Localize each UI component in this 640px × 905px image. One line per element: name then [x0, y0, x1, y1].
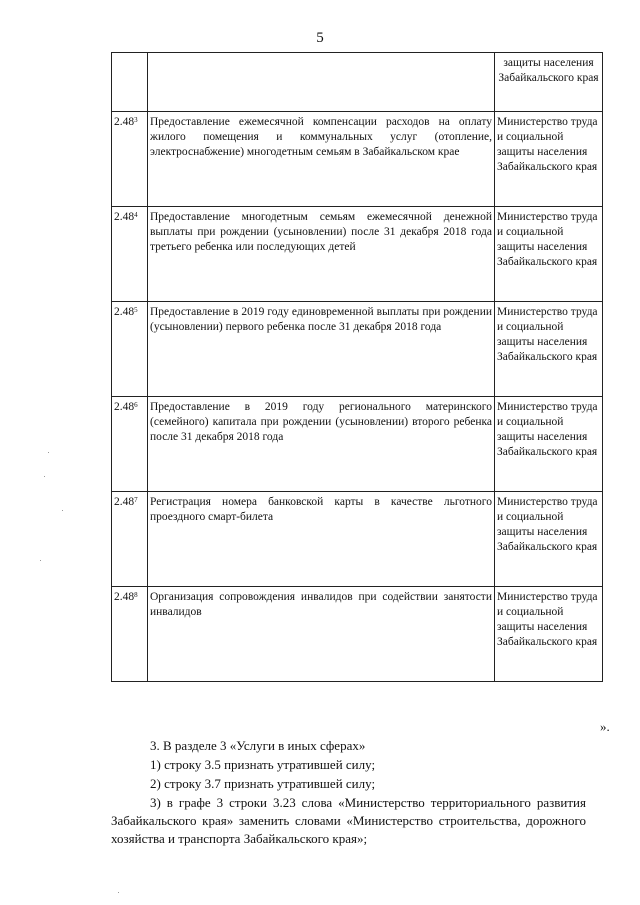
row-number-cell	[112, 397, 148, 492]
row-number-cell	[112, 112, 148, 207]
row-number-cell	[112, 207, 148, 302]
scan-speck	[40, 560, 41, 561]
row-number: 2.48	[114, 496, 135, 508]
amendment-item-3: 3) в графе 3 строки 3.23 слова «Министерство территориального развития Забайкальского края» заменить словами «Министерство строительства, дорожного хозяйства и транспорта Забайкальского края»;	[111, 795, 586, 846]
row-number-superscript: 3	[134, 116, 138, 124]
row-number: 2.48	[114, 306, 135, 318]
table-row	[112, 587, 603, 682]
table-row	[112, 207, 603, 302]
amendment-item-1: 1) строку 3.5 признать утратившей силу;	[150, 757, 376, 772]
scan-speck	[62, 510, 63, 511]
row-organization: Министерство труда и социальной защиты населения Забайкальского края	[495, 587, 603, 682]
row-description: Предоставление ежемесячной компенсации расходов на оплату жилого помещения и коммунальных услуг (отопление, электроснабжение) многодетным семьям в Забайкальском крае	[148, 112, 495, 207]
scan-speck	[44, 476, 45, 477]
row-description-cell	[148, 53, 495, 112]
row-description: Предоставление в 2019 году регионального материнского (семейного) капитала при рождении (усыновлении) второго ребенка после 31 декабря 2018 года	[148, 397, 495, 492]
row-number-superscript: 8	[134, 591, 138, 599]
services-table	[111, 52, 603, 682]
row-number-cell	[112, 587, 148, 682]
organization-text: защиты населения Забайкальского края	[498, 57, 599, 84]
row-number-cell	[112, 53, 148, 112]
table-row	[112, 112, 603, 207]
table-row	[112, 492, 603, 587]
row-description: Предоставление многодетным семьям ежемесячной денежной выплаты при рождении (усыновлении) после 31 декабря 2018 года третьего ребенка или последующих детей	[148, 207, 495, 302]
row-organization: Министерство труда и социальной защиты населения Забайкальского края	[495, 302, 603, 397]
closing-quote: ».	[600, 719, 610, 734]
page-number: 5	[316, 30, 324, 46]
amendment-item-2: 2) строку 3.7 признать утратившей силу;	[150, 776, 376, 791]
row-number: 2.48	[114, 401, 135, 413]
row-description: Регистрация номера банковской карты в качестве льготного проездного смарт-билета	[148, 492, 495, 587]
row-organization: Министерство труда и социальной защиты населения Забайкальского края	[495, 492, 603, 587]
scan-speck	[118, 892, 119, 893]
table-row	[112, 302, 603, 397]
row-number: 2.48	[114, 116, 135, 128]
table-row	[112, 397, 603, 492]
section-3-heading: 3. В разделе 3 «Услуги в иных сферах»	[150, 738, 366, 753]
row-number-superscript: 4	[134, 211, 138, 219]
row-number-superscript: 7	[134, 496, 138, 504]
row-description: Предоставление в 2019 году единовременной выплаты при рождении (усыновлении) первого ребенка после 31 декабря 2018 года	[148, 302, 495, 397]
row-organization: Министерство труда и социальной защиты населения Забайкальского края	[495, 397, 603, 492]
row-organization-cell	[495, 53, 603, 112]
table-row	[112, 53, 603, 112]
row-number-superscript: 6	[134, 401, 138, 409]
row-organization: Министерство труда и социальной защиты населения Забайкальского края	[495, 112, 603, 207]
row-organization: Министерство труда и социальной защиты населения Забайкальского края	[495, 207, 603, 302]
row-number-superscript: 5	[134, 306, 138, 314]
row-number-cell	[112, 492, 148, 587]
row-number: 2.48	[114, 211, 135, 223]
row-number-cell	[112, 302, 148, 397]
row-number: 2.48	[114, 591, 135, 603]
row-description: Организация сопровождения инвалидов при содействии занятости инвалидов	[148, 587, 495, 682]
scan-speck	[48, 452, 49, 453]
